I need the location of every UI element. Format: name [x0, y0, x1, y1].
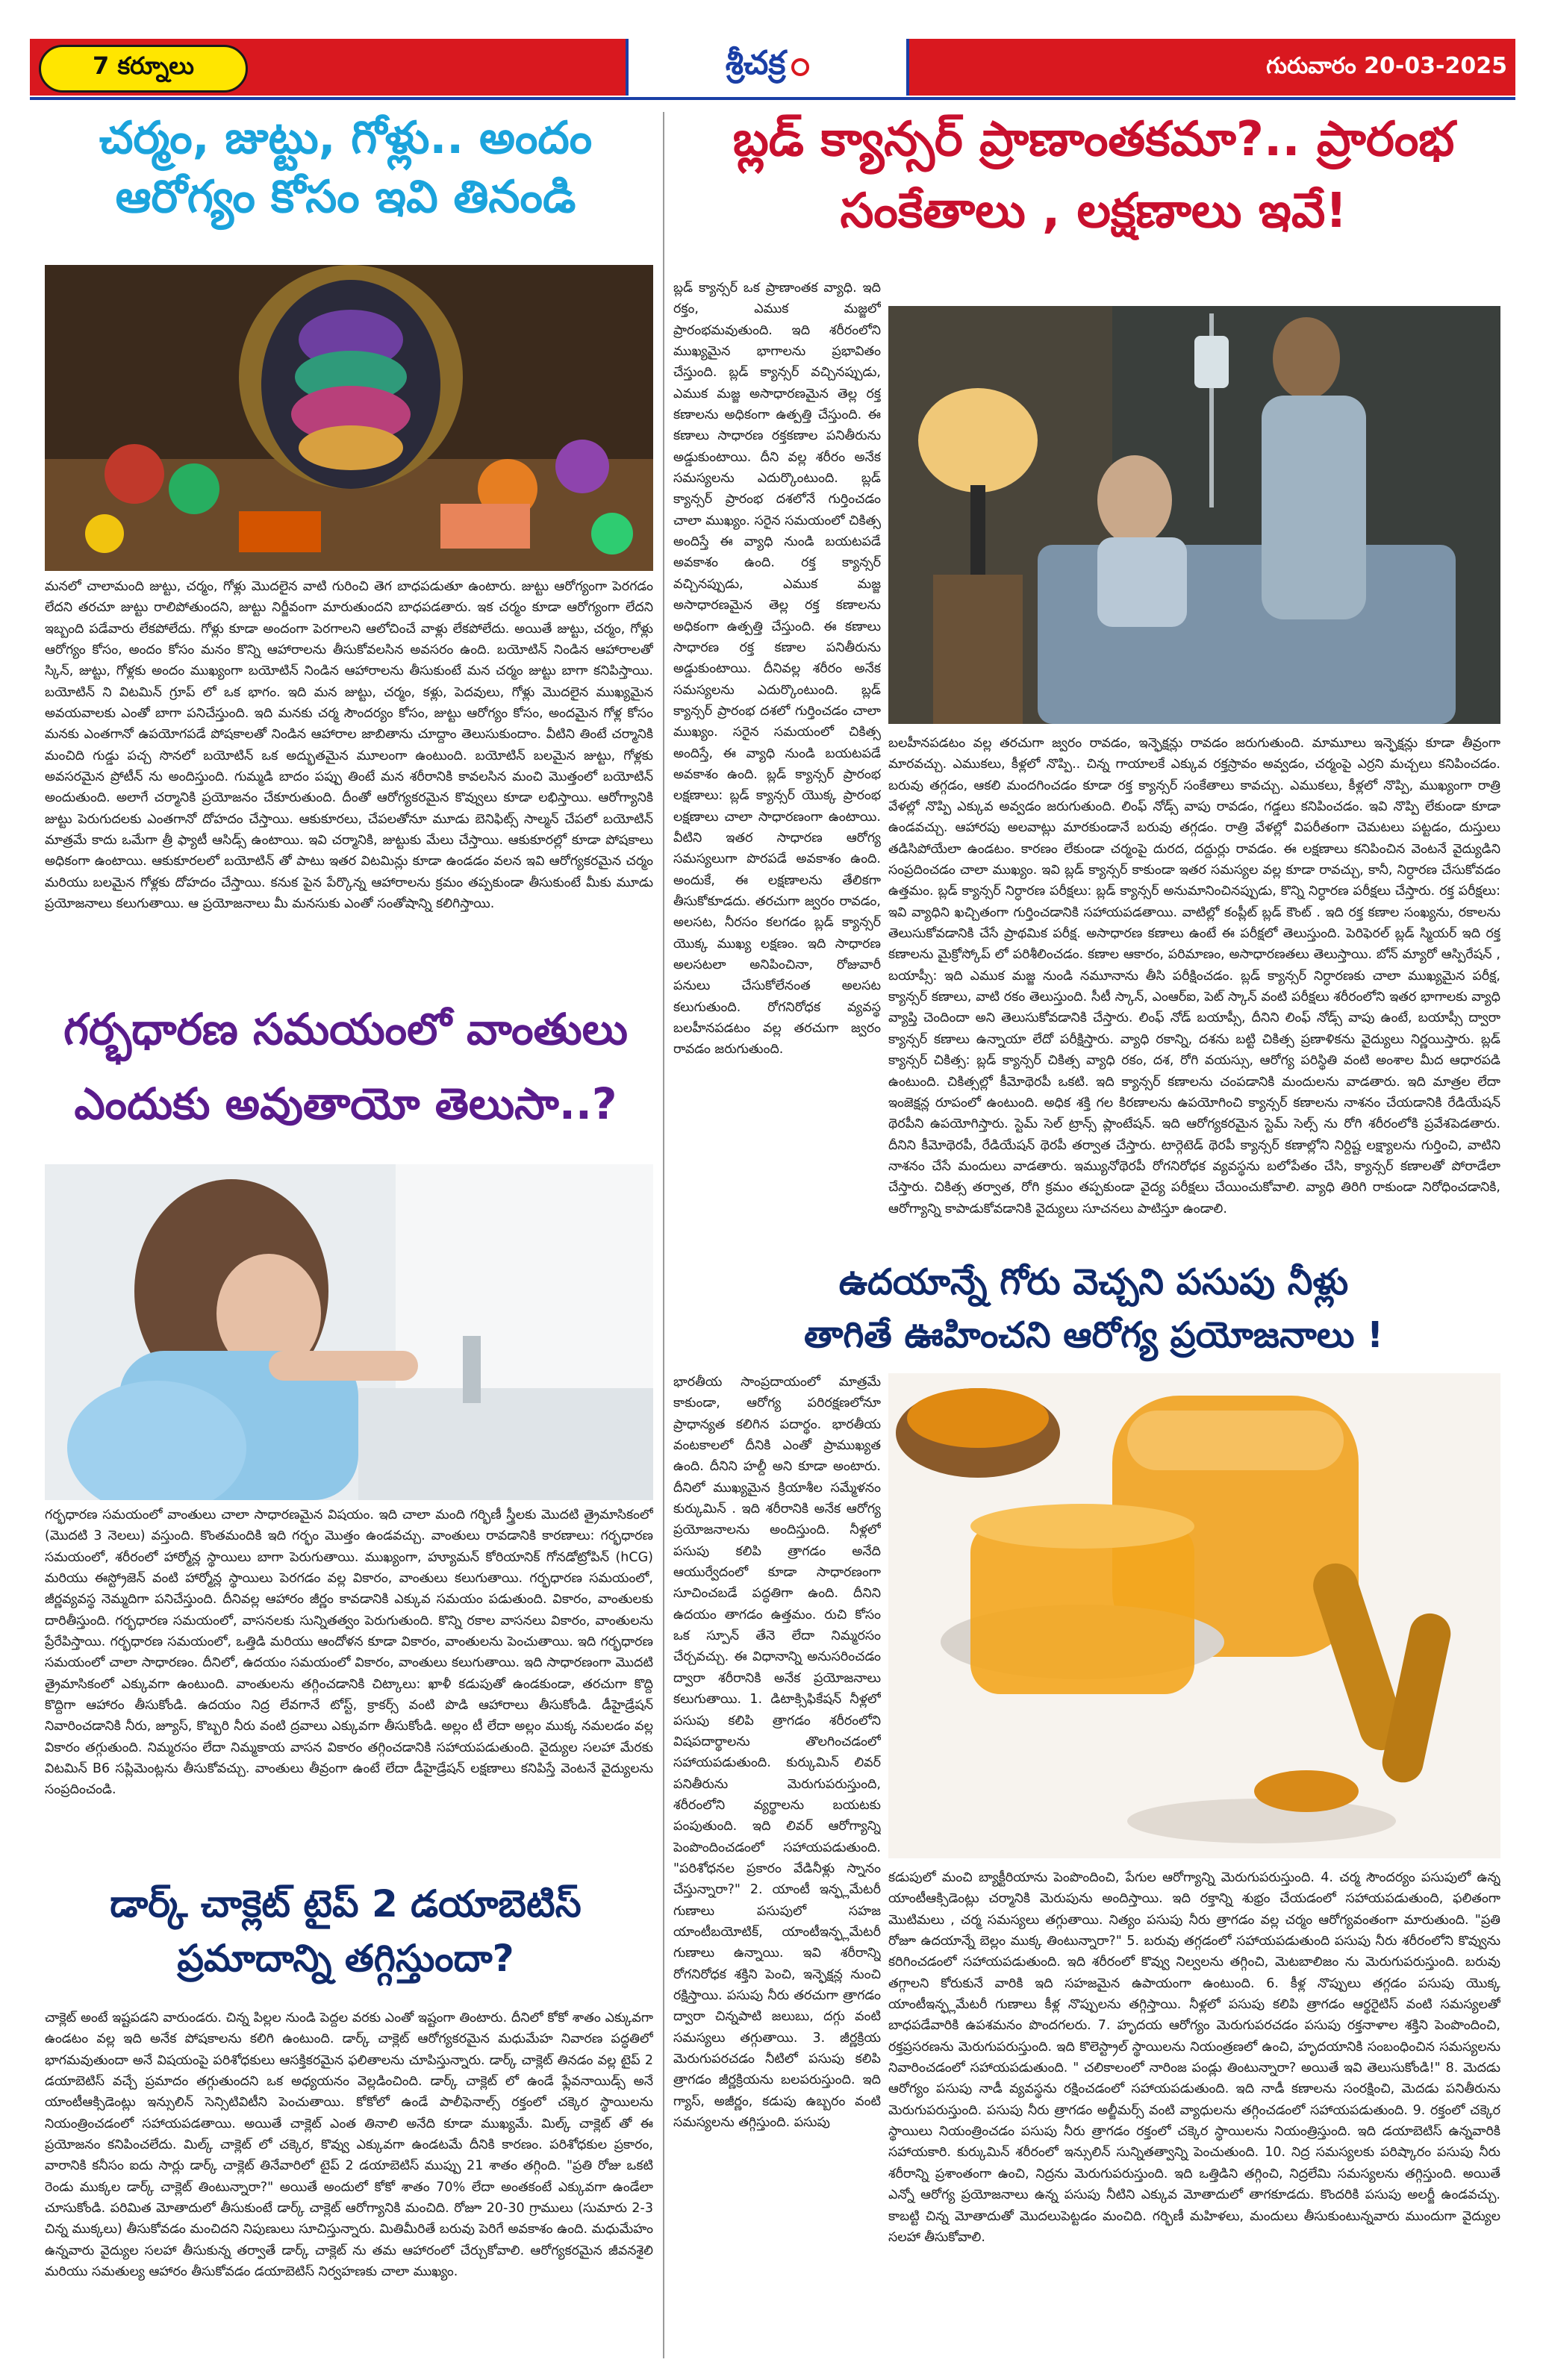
chakra-wheel-icon [791, 58, 809, 76]
column-divider [663, 112, 664, 2358]
beauty-body: మనలో చాలామంది జుట్టు, చర్మం, గోళ్లు మొదలైన వాటి గురించి తెగ బాధపడుతూ ఉంటారు. జుట్టు ఆరోగ్యంగా పెరగడం లేదని తరచూ జుట్టు రాలిపోతుందని, జుట్టు నిర్జీవంగా మారుతుందని బాధపడతారు. ఇక చర్మం కూడా ఆరోగ్యంగా లేదని ఇబ్బంది పడేవారు లేకపోలేదు. గోళ్లు కూడా అందంగా పెరగాలని ఆలోచించే వాళ్లు లేకపోలేదు. అయితే జుట్టు, చర్మం, గోళ్లు ఆరోగ్యం కోసం, అందం కోసం మనం కొన్ని ఆహారాలను తీసుకోవలసిన అవసరం ఉంది. బయోటిన్ నిండిన ఆహారాలతో స్కిన్, జుట్టు, గోళ్లకు అందం ముఖ్యంగా బయోటిన్ నిండిన ఆహారాలను తీసుకుంటే మన చర్మం జుట్టు బాగా కనిపిస్తాయి. బయోటిన్ ని విటమిన్ గ్రూప్ లో ఒక భాగం. ఇది మన జుట్టు, చర్మం, కళ్లు, పెదవులు, గోళ్లు మొదలైన ముఖ్యమైన అవయవాలకు ఎంతో బాగా పనిచేస్తుంది. ఇది మనకు చర్మ సౌందర్యం కోసం, జుట్టు ఆరోగ్యం కోసం, అందమైన గోళ్ల కోసం మనకు ఎంతగానో ఉపయోగపడే పోషకాలతో నిండిన ఆహారాల జాబితాను చూద్దాం తెలుసుకుందాం. వీటిని తింటే చర్మానికి మంచిది గుడ్డు పచ్చ సొనలో బయోటిన్ ఒక అద్భుతమైన మూలంగా ఉంటుంది. బయోటిన్ బలమైన జుట్టు, గోళ్లకు అవసరమైన ప్రోటీన్ ను అందిస్తుంది. గుమ్మడి బాదం పప్పు తింటే మన శరీరానికి కావలసిన మంచి మొత్తంలో బయోటిన్ అందుతుంది. అలాగే చర్మానికి ప్రయోజనం చేకూరుతుంది. దీంతో ఆరోగ్యకరమైన కొవ్వులు కూడా లభిస్తాయి. ఆరోగ్యానికి జుట్టు పెరుగుదలకు ఎంతగానో దోహదం చేస్తాయి. ఆకుకూరలు, చేపలతోనూ మూడు బెనిఫిట్స్ సాల్మన్ చేపలో బయోటిన్ మాత్రమే కాదు ఒమేగా త్రీ ఫ్యాటీ ఆసిడ్స్ ఉంటాయి. ఇవి చర్మానికి, జుట్టుకు మేలు చేస్తాయి. ఆకుకూరల్లో కూడా పోషకాలు అధికంగా ఉంటాయి. ఆకుకూరలలో బయోటిన్ తో పాటు ఇతర విటమిన్లు కూడా ఉండడం వలన ఇవి ఆరోగ్యకరమైన చర్మం మరియు బలమైన గోళ్లకు దోహదం చేస్తాయి. కనుక పైన పేర్కొన్న ఆహారాలను క్రమం తప్పకుండా తీసుకుంటే మీకు మూడు ప్రయోజనాలు కలుగుతాయి. ఆ ప్రయోజనాలు మీ మనసుకు ఎంతో సంతోషాన్ని కలిగిస్తాయి. [45, 579, 653, 912]
turmeric-headline-line1: ఉదయాన్నే గోరు వెచ్చని పసుపు నీళ్లు [838, 1261, 1349, 1303]
cancer-body-wide: బలహీనపడటం వల్ల తరచుగా జ్వరం రావడం, ఇన్ఫెక్షన్లు రావడం జరుగుతుంది. మామూలు ఇన్ఫెక్షన్లు కూడా తీవ్రంగా మారవచ్చు. ఎముకలు, కీళ్లలో నొప్పి.. చిన్న గాయాలకే ఎక్కువ రక్తస్రావం అవ్వడం, చర్మంపై ఎర్రని మచ్చలు కనిపించడం. బరువు తగ్గడం, ఆకలి మందగించడం కూడా రక్త క్యాన్సర్ సంకేతాలు కావచ్చు. ఎముకలు, కీళ్లలో నొప్పి, ముఖ్యంగా రాత్రి వేళల్లో నొప్పి ఎక్కువ అవ్వడం జరుగుతుంది. లింఫ్ నోడ్స్ వాపు రావడం, గడ్డలు కనిపించడం. ఇవి నొప్పి లేకుండా కూడా ఉండవచ్చు. ఆహారపు అలవాట్లు మారకుండానే బరువు తగ్గడం. రాత్రి వేళల్లో విపరీతంగా చెమటలు పట్టడం, దుస్తులు తడిసిపోయేలా ఉండటం. కారణం లేకుండా చర్మంపై దురద, దద్దుర్లు రావడం. ఈ లక్షణాలు కనిపించిన వెంటనే వైద్యుడిని సంప్రదించడం చాలా ముఖ్యం. ఇవి బ్లడ్ క్యాన్సర్ కాకుండా ఇతర సమస్యల వల్ల కూడా రావచ్చు, కానీ, నిర్ధారణ చేసుకోవడం ఉత్తమం. బ్లడ్ క్యాన్సర్ నిర్ధారణ పరీక్షలు: బ్లడ్ క్యాన్సర్ అనుమానించినప్పుడు, కొన్ని నిర్ధారణ పరీక్షలు చేస్తారు. రక్త పరీక్షలు: ఇవి వ్యాధిని ఖచ్చితంగా గుర్తించడానికి సహాయపడతాయి. వాటిల్లో కంప్లీట్ బ్లడ్ కౌంట్ . ఇది రక్త కణాల సంఖ్యను, రకాలను తెలుసుకోవడానికి చేసే ప్రాథమిక పరీక్ష. అసాధారణ కణాలు ఉంటే ఈ పరీక్షలో తెలుస్తుంది. పెరిఫెరల్ బ్లడ్ స్మియర్ ఇది రక్త కణాలను మైక్రోస్కోప్ లో పరిశీలించడం. కణాల ఆకారం, పరిమాణం, అసాధారణతలు తెలుస్తాయి. బోన్ మ్యారో ఆస్పిరేషన్ , బయాప్సీ: ఇది ఎముక మజ్జ నుండి నమూనాను తీసి పరీక్షించడం. బ్లడ్ క్యాన్సర్ నిర్ధారణకు చాలా ముఖ్యమైన పరీక్ష, క్యాన్సర్ కణాలు, వాటి రకం తెలుస్తుంది. సీటీ స్కాన్, ఎంఆర్ఐ, పెట్ స్కాన్ వంటి పరీక్షలు శరీరంలోని ఇతర భాగాలకు వ్యాధి వ్యాప్తి చెందిందా అని తెలుసుకోవడానికి చేస్తారు. లింఫ్ నోడ్ బయాప్సీ, దీనిని లింఫ్ నోడ్స్ వాపు ఉంటే, బయాప్సీ ద్వారా క్యాన్సర్ కణాలు ఉన్నాయా లేదో పరీక్షిస్తారు. వ్యాధి రకాన్ని, దశను బట్టి చికిత్స ప్రణాళికను వైద్యులు నిర్ణయిస్తారు. బ్లడ్ క్యాన్సర్ చికిత్స: బ్లడ్ క్యాన్సర్ చికిత్స వ్యాధి రకం, దశ, రోగి వయస్సు, ఆరోగ్య పరిస్థితి వంటి అంశాల మీద ఆధారపడి ఉంటుంది. చికిత్సల్లో కీమోథెరపీ ఒకటి. ఇది క్యాన్సర్ కణాలను చంపడానికి మందులను వాడతారు. ఇది మాత్రల లేదా ఇంజెక్షన్ల రూపంలో ఉంటుంది. అధిక శక్తి గల కిరణాలను ఉపయోగించి క్యాన్సర్ కణాలను నాశనం చేయడానికి రేడియేషన్ థెరపీని ఉపయోగిస్తారు. స్టెమ్ సెల్ ట్రాన్స్ ప్లాంటేషన్. ఇది ఆరోగ్యకరమైన స్టెమ్ సెల్స్ ను రోగి శరీరంలోకి ప్రవేశపెడతారు. దీనిని కీమోథెరపీ, రేడియేషన్ థెరపీ తర్వాత చేస్తారు. టార్గెటెడ్ థెరపీ క్యాన్సర్ కణాల్లోని నిర్దిష్ట లక్ష్యాలను గుర్తించి, వాటిని నాశనం చేసే మందులు వాడతారు. ఇమ్యునోథెరపీ రోగనిరోధక వ్యవస్థను బలోపేతం చేసి, క్యాన్సర్ కణాలతో పోరాడేలా చేస్తారు. చికిత్స తర్వాత, రోగి క్రమం తప్పకుండా వైద్య పరీక్షలు చేయించుకోవాలి. వ్యాధి తిరిగి రాకుండా నిరోధించడానికి, ఆరోగ్యాన్ని కాపాడుకోవడానికి వైద్యులు సూచనలు పాటిస్తూ ఉండాలి. [888, 736, 1500, 1216]
healthy-food-photo [45, 265, 653, 571]
pregnancy-headline-line1: గర్భధారణ సమయంలో వాంతులు [63, 1004, 628, 1055]
cancer-headline [672, 112, 1515, 240]
pregnancy-body: గర్భధారణ సమయంలో వాంతులు చాలా సాధారణమైన విషయం. ఇది చాలా మంది గర్భిణీ స్త్రీలకు మొదటి త్రైమాసికంలో (మొదటి 3 నెలలు) వస్తుంది. కొంతమందికి ఇది గర్భం మొత్తం ఉండవచ్చు. వాంతులు రావడానికి కారణాలు: గర్భధారణ సమయంలో, శరీరంలో హార్మోన్ల స్థాయిలు బాగా పెరుగుతాయి. ముఖ్యంగా, హ్యూమన్ కోరియానిక్ గోనడోట్రోపిన్ (hCG) మరియు ఈస్ట్రోజెన్ వంటి హార్మోన్ల స్థాయిలు పెరగడం వల్ల వికారం, వాంతులు కలుగుతాయి. గర్భధారణ సమయంలో, జీర్ణవ్యవస్థ నెమ్మదిగా పనిచేస్తుంది. దీనివల్ల ఆహారం జీర్ణం కావడానికి ఎక్కువ సమయం పడుతుంది. వికారం, వాంతులకు దారితీస్తుంది. గర్భధారణ సమయంలో, వాసనలకు సున్నితత్వం పెరుగుతుంది. కొన్ని రకాల వాసనలు వికారం, వాంతులను ప్రేరేపిస్తాయి. గర్భధారణ సమయంలో, ఒత్తిడి మరియు ఆందోళన కూడా వికారం, వాంతులను పెంచుతాయి. ఇది గర్భధారణ సమయంలో చాలా సాధారణం. దీనిలో, ఉదయం సమయంలో వికారం, వాంతులు కలుగుతాయి. ఇది సాధారణంగా మొదటి త్రైమాసికంలో ఎక్కువగా ఉంటుంది. వాంతులను తగ్గించడానికి చిట్కాలు: ఖాళీ కడుపుతో ఉండకుండా, తరచుగా కొద్ది కొద్దిగా ఆహారం తీసుకోండి. ఉదయం నిద్ర లేవగానే టోస్ట్, క్రాకర్స్ వంటి పొడి ఆహారాలు తీసుకోండి. డీహైడ్రేషన్ నివారించడానికి నీరు, జ్యూస్, కొబ్బరి నీరు వంటి ద్రవాలు ఎక్కువగా తీసుకోండి. అల్లం టీ లేదా అల్లం ముక్క నమలడం వల్ల వికారం తగ్గుతుంది. నిమ్మరసం లేదా నిమ్మకాయ వాసన వికారం తగ్గించడానికి సహాయపడుతుంది. వైద్యుల సలహా మేరకు విటమిన్ B6 సప్లిమెంట్లను తీసుకోవచ్చు. వాంతులు తీవ్రంగా ఉంటే లేదా డీహైడ్రేషన్ లక్షణాలు కనిపిస్తే వెంటనే వైద్యులను సంప్రదించండి. [45, 1508, 653, 1798]
turmeric-headline-line2: తాగితే ఊహించని ఆరోగ్య ప్రయోజనాలు ! [803, 1314, 1384, 1356]
turmeric-headline [672, 1261, 1515, 1356]
beauty-headline [36, 112, 655, 224]
turmeric-body-wide: కడుపులో మంచి బ్యాక్టీరియాను పెంపొందించి, పేగుల ఆరోగ్యాన్ని మెరుగుపరుస్తుంది. 4. చర్మ సౌందర్యం పసుపులో ఉన్న యాంటీఆక్సిడెంట్లు చర్మానికి మెరుపును అందిస్తాయి. ఇది రక్తాన్ని శుభ్రం చేయడంలో సహాయపడుతుంది, ఫలితంగా మొటిమలు , చర్మ సమస్యలు తగ్గుతాయి. నిత్యం పసుపు నీరు త్రాగడం వల్ల చర్మం ఆరోగ్యవంతంగా మారుతుంది. "ప్రతి రోజూ ఉదయాన్నే బెల్లం ముక్క తింటున్నారా?" 5. బరువు తగ్గడంలో సహాయపడుతుంది పసుపు నీరు శరీరంలోని కొవ్వును కరిగించడంలో సహాయపడుతుంది. ఇది శరీరంలో కొవ్వు నిల్వలను తగ్గించి, మెటబాలిజం ను మెరుగుపరుస్తుంది. బరువు తగ్గాలని కోరుకునే వారికి ఇది సహజమైన ఉపాయంగా ఉంటుంది. 6. కీళ్ల నొప్పులు తగ్గడం పసుపు యొక్క యాంటీఇన్ఫ్లమేటరీ గుణాలు కీళ్ల నొప్పులను తగ్గిస్తాయి. నీళ్లలో పసుపు కలిపి త్రాగడం ఆర్థరైటిస్ వంటి సమస్యలతో బాధపడేవారికి ఉపశమనం పొందగలరు. 7. హృదయ ఆరోగ్యం మెరుగుపరచడం పసుపు రక్తనాళాల శక్తిని పెంపొందించి, రక్తప్రసరణను మెరుగుపరుస్తుంది. ఇది కొలెస్ట్రాల్ స్థాయిలను నియంత్రణలో ఉంచి, హృదయానికి సంబంధించిన సమస్యలను నివారించడంలో సహాయపడుతుంది. " చలికాలంలో నారింజ పండ్లు తింటున్నారా? అయితే ఇవి తెలుసుకోండి!" 8. మెదడు ఆరోగ్యం పసుపు నాడీ వ్యవస్థను రక్షించడంలో సహాయపడుతుంది. ఇది నాడీ కణాలను సంరక్షించి, మెదడు పనితీరును మెరుగుపరుస్తుంది. పసుపు నీరు త్రాగడం అల్జీమర్స్ వంటి వ్యాధులను తగ్గించడంలో సహాయపడుతుంది. 9. రక్తంలో చక్కెర స్థాయిలు నియంత్రించడం పసుపు నీరు త్రాగడం రక్తంలో చక్కెర స్థాయిలను నియంత్రిస్తుంది. ఇది డయాబెటిస్ ఉన్నవారికి సహాయకారి. కుర్కుమిన్ శరీరంలో ఇన్సులిన్ సున్నితత్వాన్ని పెంచుతుంది. 10. నిద్ర సమస్యలకు పరిష్కారం పసుపు నీరు శరీరాన్ని ప్రశాంతంగా ఉంచి, నిద్రను మెరుగుపరుస్తుంది. ఇది ఒత్తిడిని తగ్గించి, నిద్రలేమి సమస్యలను తగ్గిస్తుంది. అయితే ఎన్నో ఆరోగ్య ప్రయోజనాలు ఉన్న పసుపు నీటిని ఎక్కువ మోతాదులో తాగకూడదు. కొందరికి పసుపు అలర్జీ ఉండవచ్చు. కాబట్టి చిన్న మోతాదుతో మొదలుపెట్టడం మంచిది. గర్భిణీ మహిళలు, మందులు తీసుకుంటున్నవారు ముందుగా వైద్యుల సలహా తీసుకోవాలి. [888, 1870, 1500, 2245]
pregnant-woman-photo [45, 1164, 653, 1500]
chocolate-headline-line1: డార్క్ చాక్లెట్ టైప్ 2 డయాబెటిస్ [110, 1882, 582, 1925]
page-edition-badge [39, 45, 248, 93]
date-label: గురువారం 20-03-2025 [1266, 53, 1507, 79]
chocolate-headline-line2: ప్రమాదాన్ని తగ్గిస్తుందా? [177, 1937, 514, 1980]
cancer-headline-line2: సంకేతాలు , లక్షణాలు ఇవే! [840, 183, 1347, 239]
beauty-headline-line2: ఆరోగ్యం కోసం ఇవి తినండి [115, 170, 576, 223]
pregnancy-headline [36, 1004, 655, 1130]
hospital-patient-photo [888, 306, 1500, 724]
turmeric-body-column: భారతీయ సాంప్రదాయంలో మాత్రమే కాకుండా, ఆరోగ్య పరిరక్షణలోనూ ప్రాధాన్యత కలిగిన పదార్థం. భారతీయ వంటకాలలో దీనికి ఎంతో ప్రాముఖ్యత ఉంది. దీనిని హల్దీ అని కూడా అంటారు. దీనిలో ముఖ్యమైన క్రియాశీల సమ్మేళనం కుర్కుమిన్ . ఇది శరీరానికి అనేక ఆరోగ్య ప్రయోజనాలను అందిస్తుంది. నీళ్లలో పసుపు కలిపి త్రాగడం అనేది ఆయుర్వేదంలో కూడా సాధారణంగా సూచించబడే పద్ధతిగా ఉంది. దీనిని ఉదయం తాగడం ఉత్తమం. రుచి కోసం ఒక స్పూన్ తేనె లేదా నిమ్మరసం చేర్చవచ్చు. ఈ విధానాన్ని అనుసరించడం ద్వారా శరీరానికి అనేక ప్రయోజనాలు కలుగుతాయి. 1. డిటాక్సిఫికేషన్ నీళ్లలో పసుపు కలిపి త్రాగడం శరీరంలోని విషపదార్థాలను తొలగించడంలో సహాయపడుతుంది. కుర్కుమిన్ లివర్ పనితీరును మెరుగుపరుస్తుంది, శరీరంలోని వ్యర్థాలను బయటకు పంపుతుంది. ఇది లివర్ ఆరోగ్యాన్ని పెంపొందించడంలో సహాయపడుతుంది. "పరిశోధనల ప్రకారం వేడినీళ్లు స్నానం చేస్తున్నారా?" 2. యాంటీ ఇన్ఫ్లమేటరీ గుణాలు పసుపులో సహజ యాంటీబయోటిక్, యాంటీఇన్ఫ్లమేటరీ గుణాలు ఉన్నాయి. ఇవి శరీరాన్ని రోగనిరోధక శక్తిని పెంచి, ఇన్ఫెక్షన్ల నుంచి రక్షిస్తాయి. పసుపు నీరు తరచుగా త్రాగడం ద్వారా చిన్నపాటి జలుబు, దగ్గు వంటి సమస్యలు తగ్గుతాయి. 3. జీర్ణక్రియ మెరుగుపరచడం నీటిలో పసుపు కలిపి త్రాగడం జీర్ణక్రియను బలపరుస్తుంది. ఇది గ్యాస్, అజీర్ణం, కడుపు ఉబ్బరం వంటి సమస్యలను తగ్గిస్తుంది. పసుపు [673, 1375, 881, 2131]
chocolate-headline [36, 1882, 655, 1981]
cancer-headline-line1: బ్లడ్ క్యాన్సర్ ప్రాణాంతకమా?.. ప్రారంభ [732, 112, 1455, 167]
page-edition-label: 7 కర్నూలు [93, 51, 194, 80]
cancer-body-column: బ్లడ్ క్యాన్సర్ ఒక ప్రాణాంతక వ్యాధి. ఇది రక్తం, ఎముక మజ్జలో ప్రారంభమవుతుంది. ఇది శరీరంలోని ముఖ్యమైన భాగాలను ప్రభావితం చేస్తుంది. బ్లడ్ క్యాన్సర్ వచ్చినప్పుడు, ఎముక మజ్జ అసాధారణమైన తెల్ల రక్త కణాలను అధికంగా ఉత్పత్తి చేస్తుంది. ఈ కణాలు సాధారణ రక్తకణాల పనితీరును అడ్డుకుంటాయి. దీని వల్ల శరీరం అనేక సమస్యలను ఎదుర్కొంటుంది. బ్లడ్ క్యాన్సర్ ప్రారంభ దశలోనే గుర్తించడం చాలా ముఖ్యం. సరైన సమయంలో చికిత్స అందిస్తే ఈ వ్యాధి నుండి బయటపడే అవకాశం ఉంది. రక్త క్యాన్సర్ వచ్చినప్పుడు, ఎముక మజ్జ అసాధారణమైన తెల్ల రక్త కణాలను అధికంగా ఉత్పత్తి చేస్తుంది. ఈ కణాలు సాధారణ రక్త కణాల పనితీరును అడ్డుకుంటాయి. దీనివల్ల శరీరం అనేక సమస్యలను ఎదుర్కొంటుంది. బ్లడ్ క్యాన్సర్ ప్రారంభ దశలో గుర్తించడం చాలా ముఖ్యం. సరైన సమయంలో చికిత్స అందిస్తే, ఈ వ్యాధి నుండి బయటపడే అవకాశం ఉంది. బ్లడ్ క్యాన్సర్ ప్రారంభ లక్షణాలు: బ్లడ్ క్యాన్సర్ యొక్క ప్రారంభ లక్షణాలు చాలా సాధారణంగా ఉంటాయి. వీటిని ఇతర సాధారణ ఆరోగ్య సమస్యలుగా పొరపడే అవకాశం ఉంది. అందుకే, ఈ లక్షణాలను తేలికగా తీసుకోకూడదు. తరచుగా జ్వరం రావడం, అలసట, నీరసం కలగడం బ్లడ్ క్యాన్సర్ యొక్క ముఖ్య లక్షణం. ఇది సాధారణ అలసటలా అనిపించినా, రోజువారీ పనులు చేసుకోలేనంత అలసట కలుగుతుంది. రోగనిరోధక వ్యవస్థ బలహీనపడటం వల్ల తరచుగా జ్వరం రావడం జరుగుతుంది. [673, 281, 881, 1058]
newspaper-logo [626, 39, 909, 96]
masthead-rule [30, 97, 1515, 100]
logo-text: శ్రీచక్ర [725, 44, 786, 82]
pregnancy-headline-line2: ఎందుకు అవుతాయో తెలుసా..? [74, 1078, 617, 1130]
turmeric-drink-photo [888, 1373, 1500, 1858]
chocolate-body: చాక్లెట్ అంటే ఇష్టపడని వారుండరు. చిన్న పిల్లల నుండి పెద్దల వరకు ఎంతో ఇష్టంగా తింటారు. దీనిలో కోకో శాతం ఎక్కువగా ఉండటం వల్ల ఇది అనేక పోషకాలను కలిగి ఉంటుంది. డార్క్ చాక్లెట్ ఆరోగ్యకరమైన మధుమేహ నివారణ పద్ధతిలో భాగమవుతుందా అనే విషయంపై పరిశోధకులు ఆసక్తికరమైన ఫలితాలను చూపిస్తున్నారు. డార్క్ చాక్లెట్ తినడం వల్ల టైప్ 2 డయాబెటిస్ వచ్చే ప్రమాదం తగ్గుతుందని ఒక అధ్యయనం వెల్లడించింది. డార్క్ చాక్లెట్ లో ఉండే ఫ్లేవనాయిడ్స్ అనే యాంటీఆక్సిడెంట్లు ఇన్సులిన్ సెన్సిటివిటీని పెంచుతాయి. కోకోలో ఉండే పాలీఫెనాల్స్ రక్తంలో చక్కెర స్థాయిలను నియంత్రించడంలో సహాయపడతాయి. అయితే చాక్లెట్ ఎంత తినాలి అనేది కూడా ముఖ్యమే. మిల్క్ చాక్లెట్ తో ఈ ప్రయోజనం కనిపించలేదు. మిల్క్ చాక్లెట్ లో చక్కెర, కొవ్వు ఎక్కువగా ఉండటమే దీనికి కారణం. పరిశోధకుల ప్రకారం, వారానికి కనీసం ఐదు సార్లు డార్క్ చాక్లెట్ తినేవారిలో టైప్ 2 డయాబెటిస్ ముప్పు 21 శాతం తగ్గింది. "ప్రతి రోజు ఒకటి రెండు ముక్కల డార్క్ చాక్లెట్ తింటున్నారా?" అయితే అందులో కోకో శాతం 70% లేదా అంతకంటే ఎక్కువగా ఉండేలా చూసుకోండి. పరిమిత మోతాదులో తీసుకుంటే డార్క్ చాక్లెట్ ఆరోగ్యానికి మంచిది. రోజూ 20-30 గ్రాములు (సుమారు 2-3 చిన్న ముక్కలు) తీసుకోవడం మంచిదని నిపుణులు సూచిస్తున్నారు. మితిమీరితే బరువు పెరిగే అవకాశం ఉంది. మధుమేహం ఉన్నవారు వైద్యుల సలహా తీసుకున్న తర్వాతే డార్క్ చాక్లెట్ ను తమ ఆహారంలో చేర్చుకోవాలి. ఆరోగ్యకరమైన జీవనశైలి మరియు సమతుల్య ఆహారం తీసుకోవడం డయాబెటిస్ నిర్వహణకు చాలా ముఖ్యం. [45, 2011, 653, 2280]
beauty-headline-line1: చర్మం, జుట్టు, గోళ్లు.. అందం [99, 112, 593, 164]
dateline [1266, 45, 1507, 93]
